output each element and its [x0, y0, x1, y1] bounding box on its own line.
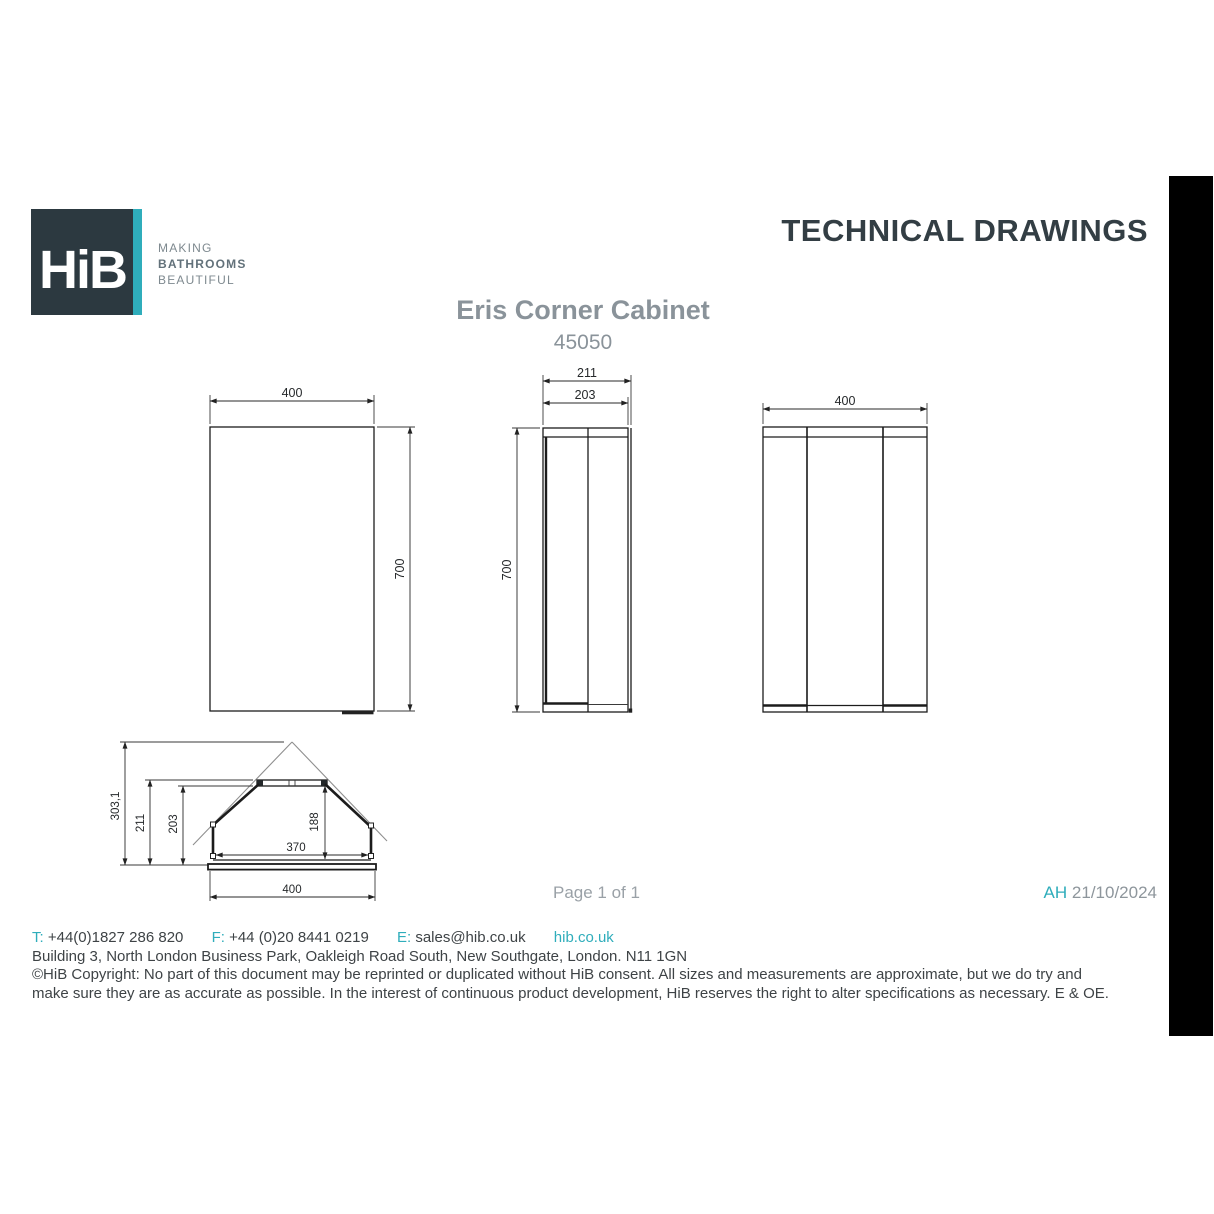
product-code: 45050 [553, 331, 613, 354]
right-black-bar [1169, 176, 1213, 1036]
footer [32, 929, 1160, 1003]
plan-joint-block [369, 823, 374, 828]
fax-item [212, 929, 369, 946]
tagline-line-2: BATHROOMS [158, 257, 247, 271]
tagline-line-3: BEAUTIFUL [158, 273, 235, 287]
hib-logo [31, 209, 133, 315]
contact-line [32, 929, 1160, 948]
side-height-extension-lines [512, 428, 540, 712]
plan-overall-depth-dim-label: 211 [135, 813, 147, 833]
front-cabinet-outline [210, 427, 374, 711]
plan-joint-block [211, 854, 216, 859]
plan-angled-back-panels [212, 784, 371, 827]
product-name: Eris Corner Cabinet [456, 295, 710, 325]
copyright-line-1: ©HiB Copyright: No part of this document may be reprinted or duplicated without HiB consent. All sizes and measurements are approximate, but we do try and [32, 966, 1082, 983]
hib-logo-teal-strip [133, 209, 142, 315]
front-door-handle [342, 711, 374, 715]
fax-number: +44 (0)20 8441 0219 [229, 929, 369, 946]
front-width-dim-label: 400 [281, 386, 303, 400]
side-overall-depth-dim-label: 211 [577, 366, 597, 380]
plan-extension-lines [120, 742, 375, 901]
plan-wall-depth-dim-label: 303,1 [110, 791, 122, 821]
front-height-dim-label: 700 [393, 558, 407, 580]
revision-stamp [1044, 883, 1157, 903]
copyright-line-2: make sure they are as accurate as possible. In the interest of continuous product development, HiB reserves the right to alter specifications as necessary. E & OE. [32, 984, 1109, 1002]
phone-item [32, 929, 183, 946]
plan-joint-block [369, 854, 374, 859]
plan-internal-depth-dim-label: 188 [309, 812, 321, 832]
plan-overall-width-dim-label: 400 [282, 884, 302, 896]
plan-view-drawing [110, 742, 387, 901]
plan-internal-width-dim-label: 370 [286, 842, 306, 854]
front-view-drawing [210, 386, 415, 714]
website-link[interactable]: hib.co.uk [553, 929, 614, 946]
hib-logo-text: HiB [39, 240, 126, 300]
plan-door-panel [208, 864, 376, 870]
logo-tagline [158, 240, 247, 288]
side-door-foot [629, 709, 632, 713]
technical-drawings-canvas [0, 360, 1000, 920]
email-address: sales@hib.co.uk [415, 929, 526, 946]
page-indicator: Page 1 of 1 [553, 883, 640, 902]
phone-label: T: [32, 929, 44, 946]
plan-back-panel [257, 780, 327, 786]
email-label: E: [396, 929, 412, 946]
rear-view-drawing [763, 394, 927, 712]
address-line: Building 3, North London Business Park, Oakleigh Road South, New Southgate, London. N11 1GN [32, 947, 688, 965]
plan-joint-block [211, 822, 216, 827]
revision-initials: AH [1043, 883, 1068, 902]
fax-label: F: [211, 929, 225, 946]
corner-wall-lines [193, 742, 387, 845]
revision-date: 21/10/2024 [1071, 883, 1157, 902]
document-title: TECHNICAL DRAWINGS [781, 213, 1148, 248]
side-cabinet-outline [543, 428, 628, 712]
side-view-drawing [500, 366, 632, 713]
email-item [397, 929, 526, 946]
rear-width-dim-label: 400 [834, 394, 856, 408]
side-height-dim-label: 700 [500, 559, 514, 581]
side-carcass-depth-dim-label: 203 [574, 388, 596, 402]
phone-number: +44(0)1827 286 820 [47, 929, 184, 946]
plan-carcass-depth-dim-label: 203 [168, 814, 180, 834]
tagline-line-1: MAKING [158, 241, 213, 255]
rear-cabinet-outline [763, 427, 927, 712]
